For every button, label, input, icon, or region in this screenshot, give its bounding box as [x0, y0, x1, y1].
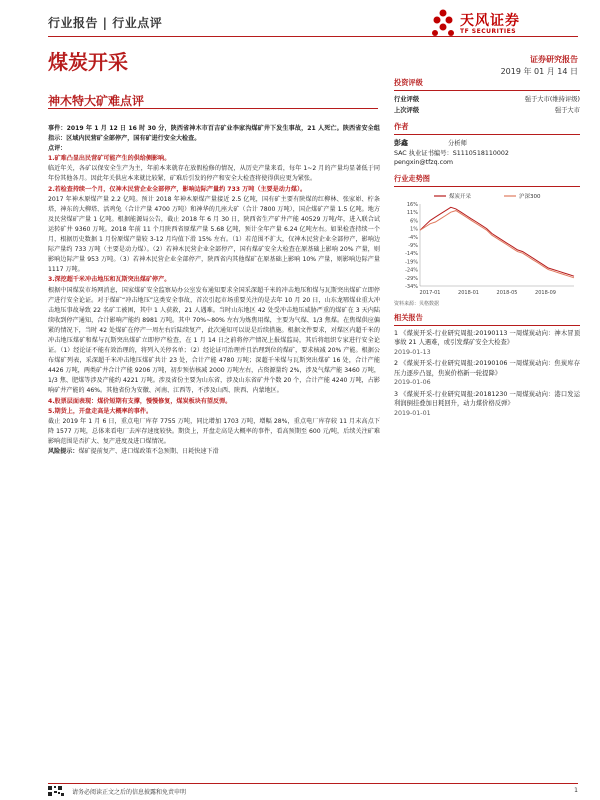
- author-email[interactable]: pengxin@tfzq.com: [394, 159, 454, 166]
- footer-disclaimer: 请务必阅读正文之后的信息披露和免责申明: [72, 789, 187, 796]
- x-tick-label: 2018-01: [458, 289, 479, 296]
- paragraph: 2017 年神木原煤产量 2.2 亿吨。预计 2018 年神木原煤产量接近 2.5 亿吨，国有矿主要有陕煤的红柳林、张家峁、柠条塔，神东的大柳塔、活鸡兔（合计产量 4700 万吨）和神华的几座大矿（合计 7800 万吨），国企煤矿产量 1.5 亿吨。地方及民营煤矿产量 1 亿吨。根据能源局公告，截止 2018 年 6 月 30 日，陕西省生产矿井产能 40529 万吨/年，进入联合试运转矿井 9360 万吨。2018 年前 11 个月陕西省原煤产量 5.68 亿吨，预计全年产量 6.24 亿吨左右。如果检查持续一个月，根据历史数据 1 月份原煤产量较 3-12 月均值下滑 15% 左右。（1）若范围不扩大，仅神木民营企业全部停产，影响边际产量约 733 万吨（主要是动力煤）。（2）若神木民营企业全部停产，国有煤矿安全大检查在原基础上影响 20% 产量，则影响边际产量 953 万吨。（3）若神木民营企业全部停产，陕西省内其他煤矿在原基础上影响 10% 产量，则影响边际产量 1117 万吨。: [48, 195, 380, 274]
- author-sac: SAC 执业证书编号：S1110518110002: [394, 149, 509, 157]
- rating-heading: 投资评级: [394, 78, 580, 91]
- page-number: 1: [574, 787, 578, 794]
- x-tick-label: 2018-09: [535, 289, 556, 296]
- y-tick-label: -19%: [405, 258, 418, 265]
- y-tick-label: 6%: [410, 217, 418, 224]
- related-report[interactable]: 2 《煤炭开采-行业研究周报:20190106 一周煤炭动向：焦炭库存压力逐步凸显，焦炭价格新一轮提降》 2019-01-06: [394, 360, 580, 386]
- sidebar: [394, 78, 580, 420]
- qr-code-icon: [48, 786, 64, 796]
- legend-label: 沪深300: [519, 193, 541, 200]
- x-tick-label: 2018-05: [496, 289, 518, 296]
- y-tick-label: -9%: [408, 242, 418, 249]
- section-heading: 5.期货上，开盘走高是大概率的事件。: [48, 407, 153, 415]
- trend-heading: 行业走势图: [394, 174, 580, 187]
- footer-divider: [48, 783, 578, 784]
- x-tick-label: 2017-01: [419, 289, 441, 296]
- y-tick-label: -29%: [405, 275, 418, 282]
- report-body: [48, 124, 380, 457]
- y-tick-label: 11%: [406, 209, 418, 216]
- y-tick-label: -34%: [405, 283, 418, 290]
- author-heading: 作者: [394, 122, 580, 135]
- logo-text-en: TF SECURITIES: [460, 28, 517, 35]
- author-role: 分析师: [448, 140, 467, 147]
- y-tick-label: 1%: [410, 226, 418, 233]
- y-tick-label: 16%: [406, 201, 418, 208]
- section-heading: 2.若检查持续一个月，仅神木民营企业全部停产，影响边际产量约 733 万吨（主要是动力煤）。: [48, 185, 307, 193]
- author-info: [394, 139, 580, 168]
- y-tick-label: -14%: [405, 250, 418, 257]
- series-line: [420, 210, 574, 277]
- title-divider: [48, 108, 378, 109]
- legend-label: 煤炭开采: [449, 193, 472, 200]
- report-type: 证券研究报告: [530, 55, 578, 64]
- paragraph: 临近年关，各矿以保安全生产为主，年前本来就存在放假检修的情况，从历史产量来看，每年 1~2 月的产量均显著低于同年份其他各月。因此年关供应本来就比较紧，矿难后引发的停产和安全大检查将使得供应更为紧张。: [48, 165, 380, 183]
- trend-chart-svg: [394, 190, 580, 298]
- chart-source: 资料来源：贝格数据: [394, 300, 440, 307]
- paragraph: 根据中国煤炭市场网消息，国家煤矿安全监察局办公室发布通知要求全国采深超千米的冲击地压和煤与瓦斯突出煤矿立即停产进行安全论证。对于煤矿“冲击地压”这类安全事故，首次引起市场重要关注的是去年 10 月 20 日，山东龙郓煤业重大冲击地压事故导致 22 名矿工被困，其中 1 人获救，21 人遇难。当时山东地区 42 处受冲击地压威胁严重的煤矿在 3 天内陆续收到停产通知，合计影响产能约 8981 万吨。其中 70%~80% 左右为炼焦用煤，主要为气煤、1/3 焦煤。在焦煤供应偏紧的情况下，当时 42 处煤矿在停产一周左右后陆续复产，此次通知可以说是后续措施。根据文件要求，对煤区内超千米的冲击地压煤矿和煤与瓦斯突出煤矿立即停产检查，在 1 月 14 日之前将停产情况上报煤监局，其后将组织专家进行安全论证。（1）经论证不能有效治理的，将列入关停名单；（2）经论证可治理并且治理到位的煤矿，要求核减 20% 产能。根据公布煤矿列表，采深超千米冲击地压煤矿共计 23 处，合计产能 4780 万吨；深超千米煤与瓦斯突出煤矿 16 处，合计产能 4426 万吨，两类矿井合计产能 9206 万吨，初步预估核减 2000 万吨左右，占资源量约 2%，涉及气煤产能 3460 万吨，1/3 焦、肥煤等涉及产能约 4221 万吨。涉及省份主要为山东省，涉及山东省矿井个数 20 个，合计产能 4240 万吨，占影响矿井产能的 46%。其他省份为安徽、河南、江西等，不涉及山西、陕西、内蒙地区。: [48, 286, 380, 395]
- rating-row: 上次评级 强于大市: [394, 107, 580, 114]
- report-date: 2019 年 01 月 14 日: [500, 67, 578, 76]
- industry-title: 煤炭开采: [48, 50, 128, 74]
- logo-text-cn: 天风证券: [460, 13, 520, 29]
- section-heading: 4.股票层面表现：煤价短期有支撑，慢慢修复，煤炭板块有望反弹。: [48, 397, 232, 405]
- header-divider: [48, 36, 578, 37]
- section-heading: 1.矿难凸显出民营矿可能产生的供给侧影响。: [48, 155, 171, 163]
- related-reports: [394, 329, 580, 419]
- paragraph: 截止 2019 年 1 月 6 日，重点电厂库存 7755 万吨，同比增加 1703 万吨，增幅 28%，重点电厂库存较 11 月末高点下降 1577 万吨，总体来看电厂去库存速度较快。期货上，开盘走高是大概率的事件，看高预期至 600 元/吨，后续关注矿难影响范围是否扩大、复产进度及进口煤情况。: [48, 417, 380, 445]
- comment-label: 点评：: [48, 145, 67, 153]
- y-tick-label: -24%: [405, 267, 418, 274]
- related-report[interactable]: 1 《煤炭开采-行业研究周报:20190113 一周煤炭动向：神木冒顶事故 21 人遇难，或引发煤矿安全大检查》 2019-01-13: [394, 329, 580, 356]
- rating-row: 行业评级 强于大市(维持评级): [394, 96, 580, 103]
- logo-icon: [430, 8, 456, 38]
- report-title: 神木特大矿难点评: [48, 94, 145, 108]
- author-name: 彭鑫: [394, 139, 408, 147]
- related-report[interactable]: 3 《煤炭开采-行业研究周报:20181230 一周煤炭动向：港口发运利润倒挂叠加日耗回升，动力煤价格反弹》 2019-01-01: [394, 390, 580, 417]
- risk-paragraph: 风险提示：煤矿提前复产、进口煤政策不急预期、日耗快速下滑: [48, 448, 219, 455]
- y-tick-label: -4%: [408, 234, 418, 241]
- related-heading: 相关报告: [394, 313, 580, 326]
- report-category: 行业报告 | 行业点评: [48, 16, 163, 30]
- event-paragraph: 事件：2019 年 1 月 12 日 16 时 30 分，陕西省神木市百吉矿业李家沟煤矿井下发生事故，21 人死亡。陕西省安全组指示：区域内民营矿全部停产，国有矿进行安全大检查。: [48, 125, 380, 143]
- section-heading: 3.深挖超千米冲击地压和瓦斯突出煤矿停产。: [48, 276, 171, 284]
- trend-chart: [394, 190, 580, 298]
